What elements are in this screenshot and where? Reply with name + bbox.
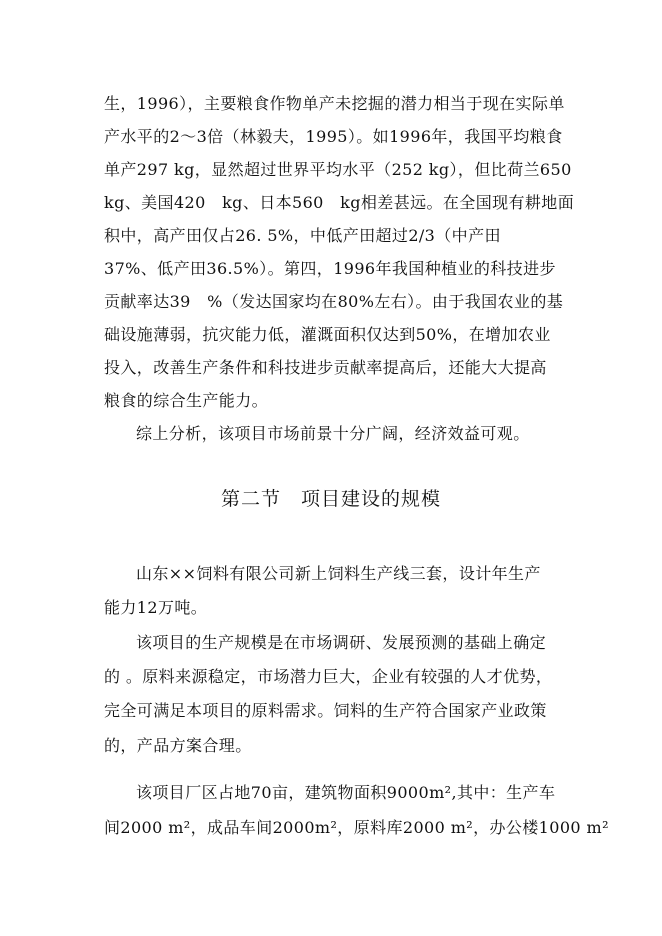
- paragraph-line: 37%、低产田36.5%）。第四，1996年我国种植业的科技进步: [104, 259, 556, 278]
- paragraph-line: 单产297 kg，显然超过世界平均水平（252 kg），但比荷兰650: [104, 160, 572, 179]
- paragraph-line: 生，1996），主要粮食作物单产未挖掘的潜力相当于现在实际单: [104, 94, 565, 113]
- paragraph-line: 间2000 m²，成品车间2000m²，原料库2000 m²，办公楼1000 m²: [104, 818, 609, 837]
- paragraph-line: 积中，高产田仅占26. 5%，中低产田超过2/3（中产田: [104, 226, 501, 245]
- section-heading: 第二节 项目建设的规模: [220, 488, 441, 510]
- paragraph-line: 粮食的综合生产能力。: [104, 391, 269, 410]
- paragraph-line: 产水平的2～3倍（林毅夫，1995）。如1996年，我国平均粮食: [104, 127, 563, 146]
- summary-line: 综上分析，该项目市场前景十分广阔，经济效益可观。: [136, 424, 530, 443]
- paragraph-line: 的 。原料来源稳定，市场潜力巨大，企业有较强的人才优势，: [104, 667, 553, 686]
- paragraph-line: 投入，改善生产条件和科技进步贡献率提高后，还能大大提高: [104, 358, 547, 377]
- paragraph-line: 山东××饲料有限公司新上饲料生产线三套，设计年生产: [136, 564, 541, 583]
- paragraph-line: 的，产品方案合理。: [104, 736, 252, 755]
- paragraph-line: 础设施薄弱，抗灾能力低，灌溉面积仅达到50%，在增加农业: [104, 325, 551, 344]
- paragraph-line: 完全可满足本项目的原料需求。饲料的生产符合国家产业政策: [104, 701, 547, 720]
- paragraph-line: 该项目厂区占地70亩，建筑物面积9000m²,其中：生产车: [136, 783, 556, 802]
- paragraph-line: kg、美国420 kg、日本560 kg相差甚远。在全国现有耕地面: [104, 193, 575, 212]
- paragraph-line: 贡献率达39 %（发达国家均在80%左右）。由于我国农业的基: [104, 292, 564, 311]
- paragraph-line: 该项目的生产规模是在市场调研、发展预测的基础上确定: [136, 633, 547, 652]
- paragraph-line: 能力12万吨。: [104, 598, 208, 617]
